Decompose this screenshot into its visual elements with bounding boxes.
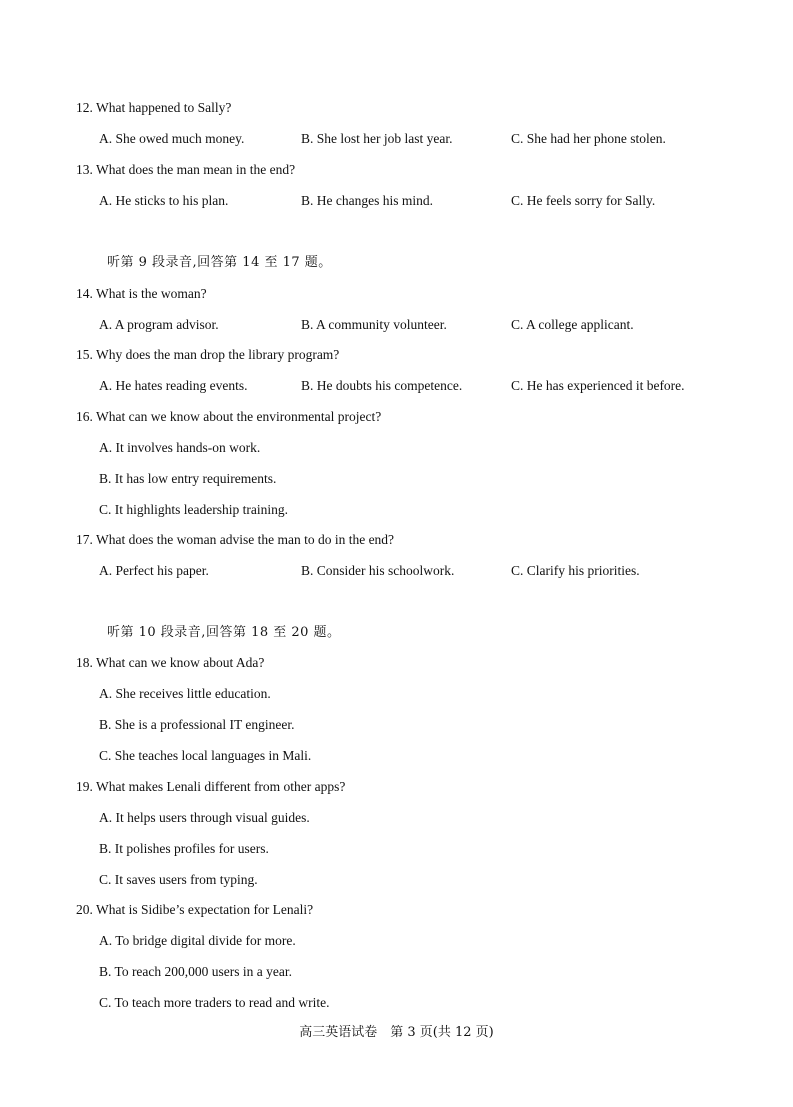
page-footer: 高三英语试卷 第 3 页(共 12 页)	[299, 1025, 494, 1040]
q20-option-c: C. To teach more traders to read and write.	[99, 995, 330, 1010]
q16-option-a: A. It involves hands-on work.	[99, 440, 261, 455]
q14-option-b: B. A community volunteer.	[301, 317, 447, 332]
q19-option-a: A. It helps users through visual guides.	[99, 810, 310, 825]
q17-option-c: C. Clarify his priorities.	[511, 563, 640, 578]
question-16: 16. What can we know about the environmental project?	[76, 409, 382, 424]
q13-option-c: C. He feels sorry for Sally.	[511, 193, 656, 208]
q18-option-c: C. She teaches local languages in Mali.	[99, 748, 312, 763]
q15-option-a: A. He hates reading events.	[99, 378, 248, 393]
question-15: 15. Why does the man drop the library program?	[76, 347, 340, 362]
question-18: 18. What can we know about Ada?	[76, 655, 265, 670]
q14-option-c: C. A college applicant.	[511, 317, 634, 332]
question-19: 19. What makes Lenali different from other apps?	[76, 779, 346, 794]
q13-option-a: A. He sticks to his plan.	[99, 193, 229, 208]
q12-option-b: B. She lost her job last year.	[301, 131, 453, 146]
section-instruction-9: 听第 9 段录音,回答第 14 至 17 题。	[107, 255, 332, 270]
q15-option-c: C. He has experienced it before.	[511, 378, 685, 393]
q14-option-a: A. A program advisor.	[99, 317, 219, 332]
q19-option-b: B. It polishes profiles for users.	[99, 841, 269, 856]
question-12: 12. What happened to Sally?	[76, 100, 232, 115]
q19-option-c: C. It saves users from typing.	[99, 872, 258, 887]
q17-option-a: A. Perfect his paper.	[99, 563, 209, 578]
q16-option-c: C. It highlights leadership training.	[99, 502, 288, 517]
q18-option-a: A. She receives little education.	[99, 686, 271, 701]
q13-option-b: B. He changes his mind.	[301, 193, 433, 208]
q16-option-b: B. It has low entry requirements.	[99, 471, 277, 486]
question-14: 14. What is the woman?	[76, 286, 207, 301]
question-20: 20. What is Sidibe’s expectation for Lenali?	[76, 902, 314, 917]
q12-option-a: A. She owed much money.	[99, 131, 245, 146]
q20-option-a: A. To bridge digital divide for more.	[99, 933, 296, 948]
q15-option-b: B. He doubts his competence.	[301, 378, 463, 393]
q18-option-b: B. She is a professional IT engineer.	[99, 717, 295, 732]
q12-option-c: C. She had her phone stolen.	[511, 131, 666, 146]
q17-option-b: B. Consider his schoolwork.	[301, 563, 455, 578]
question-13: 13. What does the man mean in the end?	[76, 162, 296, 177]
question-17: 17. What does the woman advise the man to do in the end?	[76, 532, 395, 547]
q20-option-b: B. To reach 200,000 users in a year.	[99, 964, 293, 979]
section-instruction-10: 听第 10 段录音,回答第 18 至 20 题。	[107, 625, 341, 640]
